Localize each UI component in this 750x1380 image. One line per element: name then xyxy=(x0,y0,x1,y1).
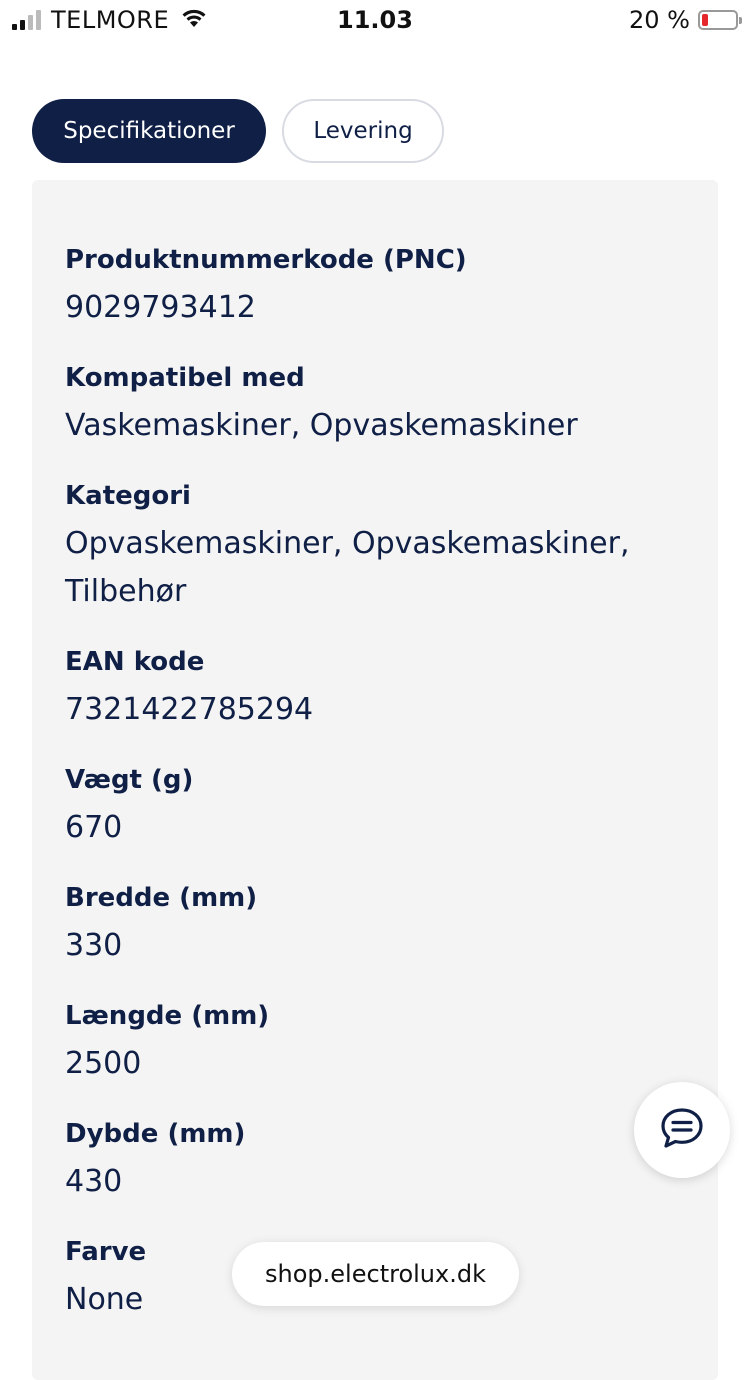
browser-url-bar[interactable]: shop.electrolux.dk xyxy=(232,1242,519,1306)
spec-list xyxy=(65,240,685,1350)
spec-label: EAN kode xyxy=(65,647,205,677)
spec-width xyxy=(65,878,685,970)
spec-pnc xyxy=(65,240,685,332)
spec-value: Vaskemaskiner, Opvaskemaskiner xyxy=(65,408,578,443)
spec-tabs xyxy=(32,99,444,163)
tab-specifikationer[interactable]: Specifikationer xyxy=(32,99,266,163)
spec-value: 330 xyxy=(65,928,123,963)
spec-length xyxy=(65,996,685,1088)
battery-percent: 20 % xyxy=(629,6,690,34)
battery-level xyxy=(702,14,708,26)
battery-icon xyxy=(698,10,738,30)
spec-depth xyxy=(65,1114,685,1206)
spec-label: Produktnummerkode (PNC) xyxy=(65,245,467,275)
specifications-panel xyxy=(32,180,718,1380)
chat-bubble-icon xyxy=(660,1107,704,1153)
spec-label: Kompatibel med xyxy=(65,363,305,393)
spec-compatible xyxy=(65,358,685,450)
tab-levering[interactable]: Levering xyxy=(282,99,444,163)
status-bar xyxy=(0,0,750,44)
spec-category xyxy=(65,476,685,616)
status-time: 11.03 xyxy=(337,6,413,34)
spec-value: 7321422785294 xyxy=(65,692,314,727)
spec-label: Bredde (mm) xyxy=(65,883,258,913)
spec-label: Kategori xyxy=(65,481,191,511)
spec-ean xyxy=(65,642,685,734)
spec-label: Farve xyxy=(65,1237,147,1267)
status-right xyxy=(629,6,738,34)
spec-value: Opvaskemaskiner, Opvaskemaskiner, Tilbehør xyxy=(65,526,630,609)
spec-value: 430 xyxy=(65,1164,123,1199)
spec-label: Dybde (mm) xyxy=(65,1119,246,1149)
spec-weight xyxy=(65,760,685,852)
spec-value: None xyxy=(65,1282,144,1317)
spec-value: 2500 xyxy=(65,1046,142,1081)
spec-label: Vægt (g) xyxy=(65,765,194,795)
chat-button[interactable] xyxy=(634,1082,730,1178)
spec-value: 9029793412 xyxy=(65,290,256,325)
carrier-name: TELMORE xyxy=(51,6,170,34)
spec-value: 670 xyxy=(65,810,123,845)
spec-label: Længde (mm) xyxy=(65,1001,270,1031)
